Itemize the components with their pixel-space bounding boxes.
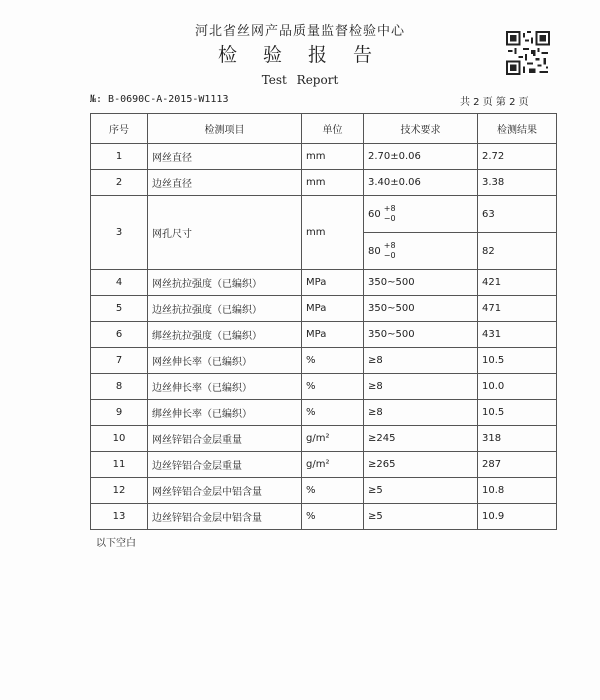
row-requirement: 2.70±0.06 [364, 144, 478, 170]
row-number: 4 [91, 270, 148, 296]
table-row [91, 196, 557, 233]
table-row [91, 296, 557, 322]
row-unit: MPa [302, 270, 364, 296]
table-header-row [91, 114, 557, 144]
row-unit: MPa [302, 296, 364, 322]
row-number: 10 [91, 426, 148, 452]
header-result: 检测结果 [478, 114, 557, 144]
row-result: 318 [478, 426, 557, 452]
tolerance-value [368, 204, 396, 224]
document-number: №: B-0690C-A-2015-W1113 [90, 94, 229, 105]
row-result: 10.0 [478, 374, 557, 400]
row-item: 边丝锌铝合金层中铝含量 [148, 504, 302, 530]
tolerance-minus: −0 [383, 251, 396, 260]
table-row [91, 374, 557, 400]
table-row [91, 144, 557, 170]
row-unit: mm [302, 170, 364, 196]
tolerance-limits [384, 204, 396, 224]
row-requirement: ≥8 [364, 400, 478, 426]
row-number: 2 [91, 170, 148, 196]
table-row [91, 426, 557, 452]
row-item: 边丝伸长率（已编织） [148, 374, 302, 400]
row-number: 8 [91, 374, 148, 400]
row-requirement: ≥265 [364, 452, 478, 478]
table-row [91, 270, 557, 296]
table-row [91, 348, 557, 374]
table-row [91, 452, 557, 478]
row-requirement: ≥8 [364, 348, 478, 374]
row-result: 82 [478, 233, 557, 270]
row-result: 421 [478, 270, 557, 296]
row-unit: mm [302, 196, 364, 270]
row-item: 网丝锌铝合金层重量 [148, 426, 302, 452]
row-result: 3.38 [478, 170, 557, 196]
row-item: 边丝锌铝合金层重量 [148, 452, 302, 478]
row-requirement: 3.40±0.06 [364, 170, 478, 196]
row-item: 绑丝伸长率（已编织） [148, 400, 302, 426]
row-requirement [364, 233, 478, 270]
report-subtitle: Test Report [261, 73, 339, 87]
tolerance-value [368, 241, 396, 261]
row-unit: g/m² [302, 426, 364, 452]
report-title: 检 验 报 告 [217, 44, 383, 66]
row-unit: MPa [302, 322, 364, 348]
row-unit: mm [302, 144, 364, 170]
table-row [91, 170, 557, 196]
row-requirement: 350~500 [364, 322, 478, 348]
row-requirement [364, 196, 478, 233]
row-number: 12 [91, 478, 148, 504]
row-result: 287 [478, 452, 557, 478]
row-item: 绑丝抗拉强度（已编织） [148, 322, 302, 348]
row-number: 3 [91, 196, 148, 270]
row-number: 11 [91, 452, 148, 478]
row-item: 网丝抗拉强度（已编织） [148, 270, 302, 296]
qr-code-icon [506, 31, 550, 75]
tolerance-minus: −0 [383, 214, 396, 223]
table-row [91, 478, 557, 504]
row-item: 网丝伸长率（已编织） [148, 348, 302, 374]
table-row [91, 322, 557, 348]
row-unit: % [302, 400, 364, 426]
row-unit: % [302, 348, 364, 374]
header-no: 序号 [91, 114, 148, 144]
tolerance-base: 60 [368, 208, 381, 220]
table-row [91, 504, 557, 530]
table-row [91, 400, 557, 426]
row-requirement: ≥8 [364, 374, 478, 400]
row-result: 10.9 [478, 504, 557, 530]
end-of-content-note: 以下空白 [96, 538, 136, 549]
row-number: 6 [91, 322, 148, 348]
test-results-table [90, 113, 557, 530]
row-item: 边丝抗拉强度（已编织） [148, 296, 302, 322]
row-result: 431 [478, 322, 557, 348]
issuing-organization: 河北省丝网产品质量监督检验中心 [194, 24, 405, 39]
tolerance-base: 80 [368, 245, 381, 257]
row-number: 1 [91, 144, 148, 170]
row-number: 9 [91, 400, 148, 426]
row-unit: % [302, 478, 364, 504]
row-requirement: 350~500 [364, 296, 478, 322]
row-requirement: ≥5 [364, 478, 478, 504]
row-item: 网丝直径 [148, 144, 302, 170]
header-unit: 单位 [302, 114, 364, 144]
row-item: 边丝直径 [148, 170, 302, 196]
row-result: 10.8 [478, 478, 557, 504]
page-counter: 共 2 页 第 2 页 [460, 97, 529, 108]
row-result: 10.5 [478, 348, 557, 374]
row-number: 5 [91, 296, 148, 322]
row-result: 63 [478, 196, 557, 233]
row-unit: g/m² [302, 452, 364, 478]
row-result: 2.72 [478, 144, 557, 170]
tolerance-limits [384, 241, 396, 261]
tolerance-plus: +8 [383, 241, 396, 250]
row-result: 471 [478, 296, 557, 322]
row-result: 10.5 [478, 400, 557, 426]
row-unit: % [302, 504, 364, 530]
row-number: 7 [91, 348, 148, 374]
row-item: 网丝锌铝合金层中铝含量 [148, 478, 302, 504]
header-requirement: 技术要求 [364, 114, 478, 144]
row-unit: % [302, 374, 364, 400]
row-requirement: ≥5 [364, 504, 478, 530]
header-item: 检测项目 [148, 114, 302, 144]
row-number: 13 [91, 504, 148, 530]
row-item: 网孔尺寸 [148, 196, 302, 270]
row-requirement: 350~500 [364, 270, 478, 296]
row-requirement: ≥245 [364, 426, 478, 452]
tolerance-plus: +8 [383, 204, 396, 213]
